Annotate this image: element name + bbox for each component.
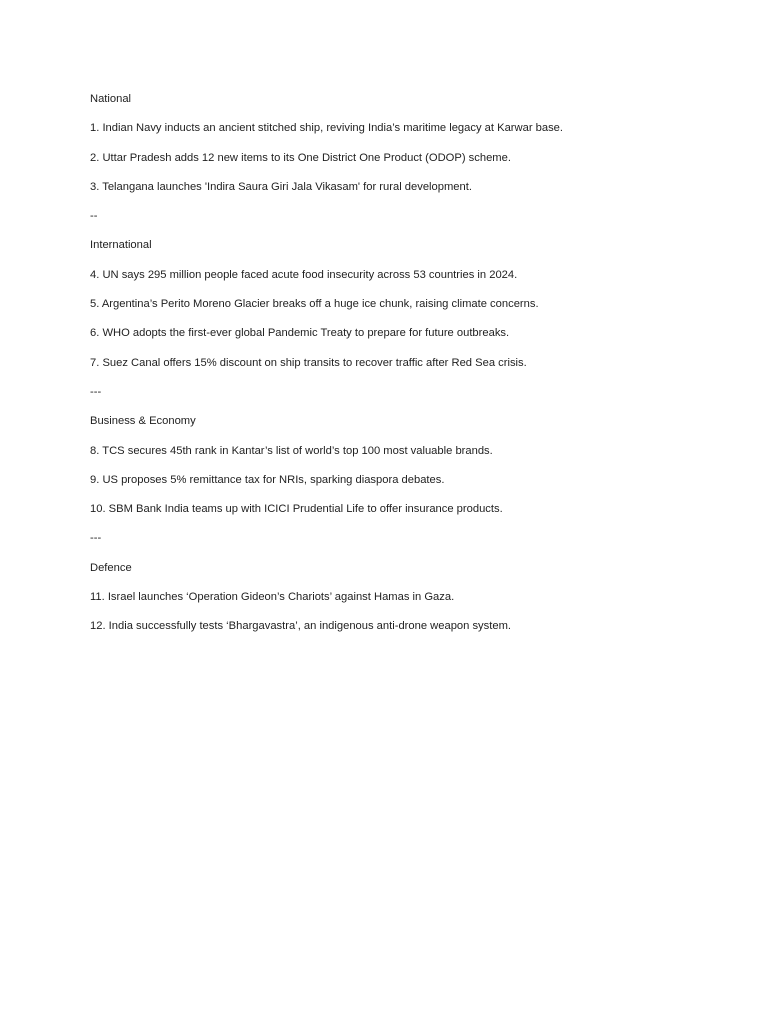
section-heading-defence: Defence (90, 561, 132, 574)
section-separator: -- (90, 210, 98, 223)
section-separator: --- (90, 532, 102, 545)
news-item: 12. India successfully tests ‘Bhargavastra’, an indigenous anti-drone weapon system. (90, 620, 512, 633)
news-item: 10. SBM Bank India teams up with ICICI Prudential Life to offer insurance products. (90, 503, 503, 516)
news-item: 3. Telangana launches 'Indira Saura Giri Jala Vikasam' for rural development. (90, 180, 472, 193)
news-item: 11. Israel launches ‘Operation Gideon’s Chariots’ against Hamas in Gaza. (90, 591, 455, 604)
news-item: 7. Suez Canal offers 15% discount on ship transits to recover traffic after Red Sea crisis. (90, 356, 527, 369)
section-heading-business-economy: Business & Economy (90, 415, 196, 428)
news-item: 8. TCS secures 45th rank in Kantar’s list of world’s top 100 most valuable brands. (90, 444, 493, 457)
news-item: 9. US proposes 5% remittance tax for NRIs, sparking diaspora debates. (90, 473, 445, 486)
section-heading-international: International (90, 239, 152, 252)
section-heading-national: National (90, 93, 132, 105)
news-item: 1. Indian Navy inducts an ancient stitched ship, reviving India’s maritime legacy at Karwar base. (90, 122, 564, 135)
section-separator: --- (90, 385, 102, 398)
news-item: 5. Argentina’s Perito Moreno Glacier breaks off a huge ice chunk, raising climate concerns. (90, 298, 539, 311)
news-item: 4. UN says 295 million people faced acute food insecurity across 53 countries in 2024. (90, 268, 518, 281)
news-item: 6. WHO adopts the first-ever global Pandemic Treaty to prepare for future outbreaks. (90, 327, 510, 340)
news-item: 2. Uttar Pradesh adds 12 new items to its One District One Product (ODOP) scheme. (90, 151, 511, 164)
